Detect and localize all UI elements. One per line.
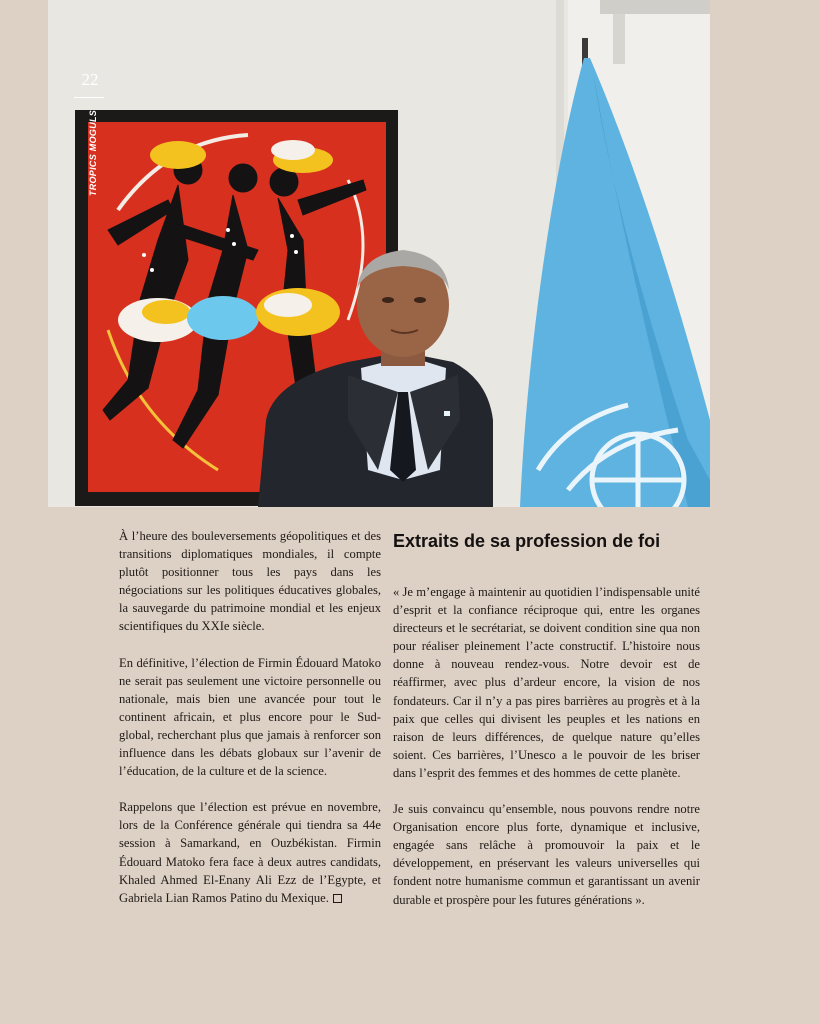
article-photo	[48, 0, 710, 507]
left-column	[119, 527, 381, 925]
page-number: 22	[81, 70, 99, 89]
page-number-divider	[74, 97, 104, 98]
right-paragraph-2: Je suis convaincu qu’ensemble, nous pouvons rendre notre Organisation encore plus forte, dynamique et inclusive, engagée sans relâche à promouvoir la paix et le développement, en préservant les valeurs universelles qui fondent notre humanisme commun et garantissant un avenir durable et prospère pour les futures générations ».	[393, 802, 700, 907]
right-paragraph-1: « Je m’engage à maintenir au quotidien l’indispensable unité d’esprit et la confiance réciproque qui, entre les organes directeurs et le secrétariat, se doivent condition sine qua non pour réaliser pleinement l’acte constructif. L’histoire nous donne à nouveau rendez-vous. Notre devoir est de réaffirmer, avec plus d’ardeur encore, la vision de nos fondateurs. Car il n’y a pas pires barrières au progrès et à la paix que celles qui divisent les peuples et les nations en raison de leurs différences, de quelque nature qu’elles soient. Ces barrières, l’Unesco a le pouvoir de les briser dans l’esprit des femmes et des hommes de cette planète.	[393, 585, 700, 780]
left-paragraph-2: En définitive, l’élection de Firmin Édouard Matoko ne serait pas seulement une victoire personnelle ou nationale, mais bien une avancée pour tout le continent africain, et plus encore pour le Sud-global, recherchant plus que jamais à renforcer son influence dans les débats globaux sur l’avenir de l’éducation, de la culture et de la science.	[119, 655, 381, 779]
end-of-article-icon	[333, 894, 342, 903]
section-heading: Extraits de sa profession de foi	[393, 531, 661, 551]
right-column	[393, 527, 700, 927]
brand-text: TROPICS MOGULS	[88, 109, 98, 197]
left-paragraph-3-wrap	[119, 798, 381, 907]
left-paragraph-1: À l’heure des bouleversements géopolitiques et des transitions diplomatiques mondiales, il compte plutôt positionner tous les pays dans les négociations sur les politiques éducatives globales, la sauvegarde du patrimoine mondial et les enjeux scientifiques du XXIe siècle.	[119, 529, 381, 634]
brand-vertical-label	[86, 110, 100, 196]
left-paragraph-3: Rappelons que l’élection est prévue en novembre, lors de la Conférence générale qui tiendra sa 44e session à Samarkand, en Ouzbékistan. Firmin Édouard Matoko fera face à deux autres candidats, Khaled Ahmed El-Enany Ali Ezz de l’Egypte, et Gabriela Lian Ramos Patino du Mexique.	[119, 800, 381, 905]
